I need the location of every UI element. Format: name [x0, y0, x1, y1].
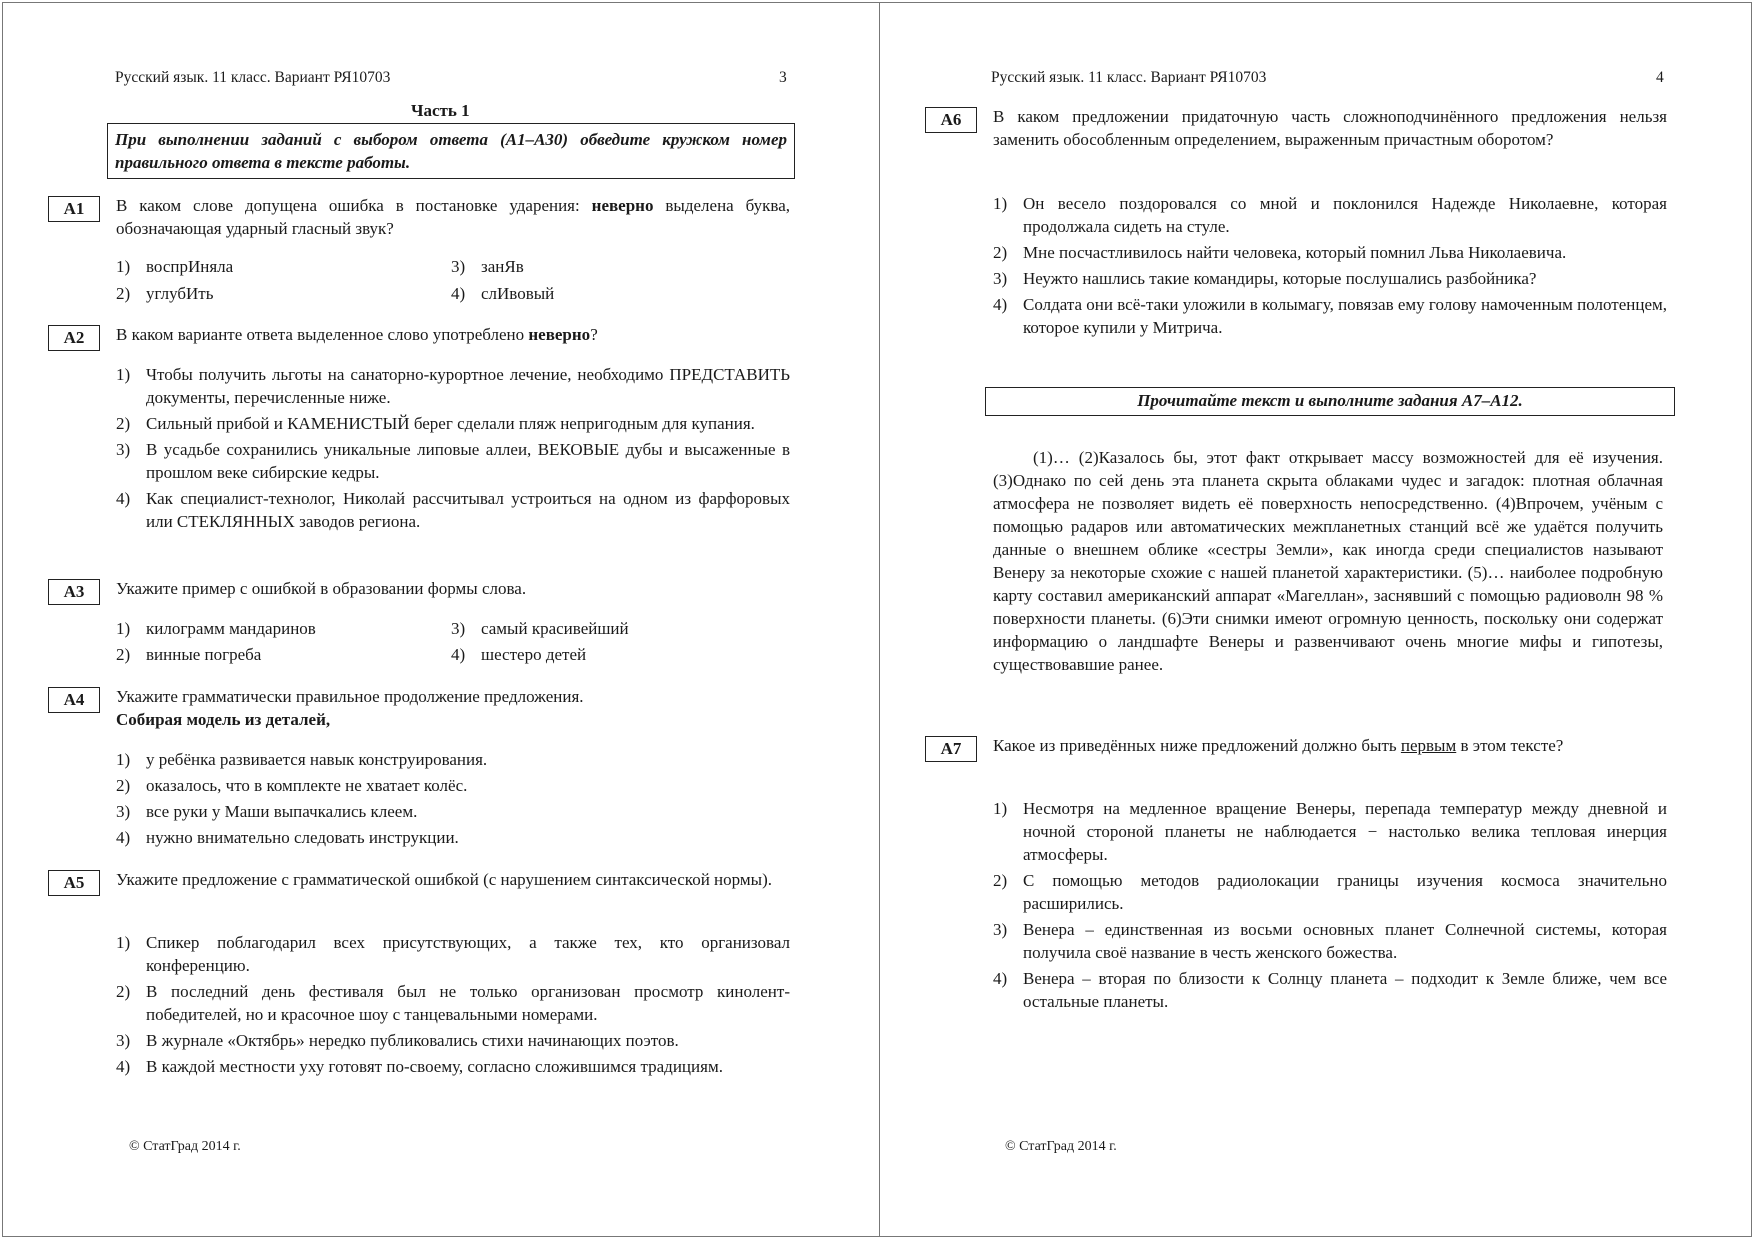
option[interactable]: 1) Чтобы получить льготы на санаторно-курортное лечение, необходимо ПРЕДСТАВИТЬ документы, перечисленные ниже.	[116, 365, 790, 407]
option[interactable]: 4) слИвовый	[451, 284, 555, 303]
task-question: Укажите грамматически правильное продолжение предложения. Собирая модель из деталей,	[116, 687, 584, 729]
option[interactable]: 2) углубИть	[116, 284, 214, 303]
option[interactable]: 2) оказалось, что в комплекте не хватает колёс.	[116, 776, 468, 795]
option[interactable]: 4) Солдата они всё-таки уложили в колымагу, повязав ему голову намоченным полотенцем, которое купили у Митрича.	[993, 295, 1667, 337]
option[interactable]: 2) Сильный прибой и КАМЕНИСТЫЙ берег сделали пляж непригодным для купания.	[116, 414, 755, 433]
option[interactable]: 3) занЯв	[451, 257, 524, 276]
options-list	[993, 797, 1667, 1013]
option[interactable]: 1) килограмм мандаринов	[116, 619, 316, 638]
page-footer: © СтатГрад 2014 г.	[129, 1139, 241, 1154]
option[interactable]: 1) у ребёнка развивается навык конструирования.	[116, 750, 488, 769]
option[interactable]: 3) Венера – единственная из восьми основных планет Солнечной системы, которая получила своё название в честь женского божества.	[993, 920, 1667, 962]
options-list	[116, 748, 790, 849]
task-label: А1	[48, 196, 100, 222]
text-instruction-box: Прочитайте текст и выполните задания А7–А12.	[985, 387, 1675, 416]
task-label: А3	[48, 579, 100, 605]
option[interactable]: 3) самый красивейший	[451, 619, 629, 638]
page-footer: © СтатГрад 2014 г.	[1005, 1139, 1117, 1154]
task-question: В каком варианте ответа выделенное слово употреблено неверно?	[116, 325, 598, 344]
reading-passage: (1)… (2)Казалось бы, этот факт открывает массу возможностей для её изучения. (3)Однако по сей день эта планета скрыта облаками чудес и загадок: плотная облачная атмосфера не позволяет видеть её поверхность непосредственно. (4)Впрочем, учёным с помощью радаров или автоматических межпланетных станций всё же удаётся получить данные о внешнем облике «сестры Земли», как иногда среди специалистов называют Венеру за некоторые схожие с нашей планетой характеристики. (5)… наиболее подробную карту составил американский аппарат «Магеллан», заснявший с помощью радиоволн 98 % поверхности планеты. (6)Эти снимки имеют огромную ценность, поскольку они содержат информацию о ландшафте Венеры и развенчивают очень многие мифы и гипотезы, существовавшие ранее.	[993, 448, 1663, 674]
option[interactable]: 1) Несмотря на медленное вращение Венеры, перепада температур между дневной и ночной стороной планеты не наблюдается − настолько велика тепловая инерция атмосферы.	[993, 799, 1667, 864]
task-question: В каком предложении придаточную часть сложноподчинённого предложения нельзя заменить обособленным определением, выраженным причастным оборотом?	[993, 107, 1667, 149]
option[interactable]: 4) Как специалист-технолог, Николай рассчитывал устроиться на одном из фарфоровых или СТЕКЛЯННЫХ заводов региона.	[116, 489, 790, 531]
task-question: В каком слове допущена ошибка в постановке ударения: неверно выделена буква, обозначающая ударный гласный звук?	[116, 196, 790, 238]
option[interactable]: 3) В журнале «Октябрь» нередко публиковались стихи начинающих поэтов.	[116, 1031, 679, 1050]
page-header: Русский язык. 11 класс. Вариант РЯ10703	[115, 69, 391, 86]
task-label: А2	[48, 325, 100, 351]
task-label: А6	[925, 107, 977, 133]
page-3	[3, 3, 879, 1236]
page-header: Русский язык. 11 класс. Вариант РЯ10703	[991, 69, 1267, 86]
option[interactable]: 2) винные погреба	[116, 645, 262, 664]
option[interactable]: 4) нужно внимательно следовать инструкции.	[116, 828, 459, 847]
option[interactable]: 4) Венера – вторая по близости к Солнцу планета – подходит к Земле ближе, чем все остальные планеты.	[993, 969, 1667, 1011]
page-4	[880, 3, 1753, 1236]
option[interactable]: 3) Неужто нашлись такие командиры, которые послушались разбойника?	[993, 269, 1537, 288]
option[interactable]: 1) Он весело поздоровался со мной и поклонился Надежде Николаевне, которая продолжала сидеть на стуле.	[993, 194, 1667, 236]
option[interactable]: 2) В последний день фестиваля был не только организован просмотр кинолент-победителей, но и красочное шоу с танцевальными номерами.	[116, 982, 790, 1024]
option[interactable]: 4) В каждой местности уху готовят по-своему, согласно сложившимся традициям.	[116, 1057, 723, 1076]
option[interactable]: 2) С помощью методов радиолокации границы изучения космоса значительно расширились.	[993, 871, 1667, 913]
option[interactable]: 3) В усадьбе сохранились уникальные липовые аллеи, ВЕКОВЫЕ дубы и высаженные в прошлом веке сибирские кедры.	[116, 440, 790, 482]
task-question: Укажите пример с ошибкой в образовании формы слова.	[116, 579, 527, 598]
options-list	[993, 192, 1667, 339]
task-label: А5	[48, 870, 100, 896]
option[interactable]: 4) шестеро детей	[451, 645, 587, 664]
option[interactable]: 2) Мне посчастливилось найти человека, который помнил Льва Николаевича.	[993, 243, 1567, 262]
task-label: А7	[925, 736, 977, 762]
option[interactable]: 3) все руки у Маши выпачкались клеем.	[116, 802, 418, 821]
options-list	[116, 931, 790, 1078]
options-list	[116, 363, 790, 533]
page-number: 4	[1656, 69, 1664, 86]
document-spread	[2, 2, 1752, 1237]
page-number: 3	[779, 69, 787, 86]
option[interactable]: 1) воспрИняла	[116, 257, 234, 276]
part-title: Часть 1	[411, 101, 470, 120]
instruction-box: При выполнении заданий с выбором ответа (А1–А30) обведите кружком номер правильного ответа в тексте работы.	[107, 123, 795, 179]
option[interactable]: 1) Спикер поблагодарил всех присутствующих, а также тех, кто организовал конференцию.	[116, 933, 790, 975]
task-label: А4	[48, 687, 100, 713]
task-question: Укажите предложение с грамматической ошибкой (с нарушением синтаксической нормы).	[116, 870, 772, 889]
task-question: Какое из приведённых ниже предложений должно быть первым в этом тексте?	[993, 736, 1564, 755]
